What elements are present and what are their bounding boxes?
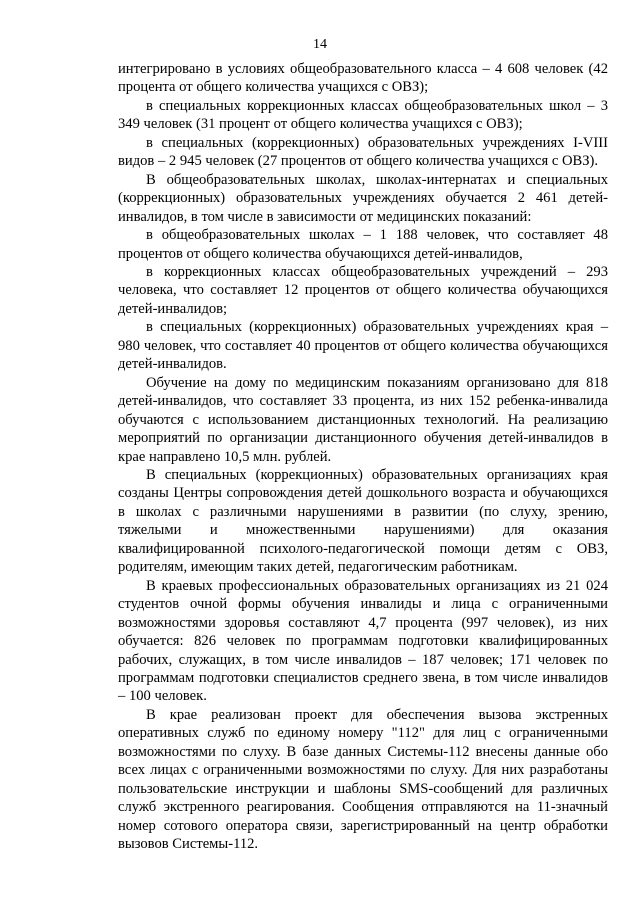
page-number: 14 [313,37,327,52]
paragraph: в специальных (коррекционных) образовательных учреждениях I-VIII видов – 2 945 человек (27 процентов от общего количества учащихся с ОВЗ). [118,134,608,170]
paragraph: в специальных (коррекционных) образовательных учреждениях края – 980 человек, что составляет 40 процентов от общего количества обучающихся детей-инвалидов. [118,319,608,373]
paragraph: В крае реализован проект для обеспечения вызова экстренных оперативных служб по единому номеру "112" для лиц с ограниченными возможностями по слуху. В базе данных Системы-112 внесены данные обо всех лицах с ограниченными возможностями по слуху. Для них разработаны пользовательские инструкции и шаблоны SMS-сообщений для различных служб экстренного реагирования. Сообщения отправляются на 11-значный номер сотового оператора связи, зарегистрированный на центр обработки вызовов Системы-112. [118,706,608,853]
paragraph: в общеобразовательных школах – 1 188 человек, что составляет 48 процентов от общего количества обучающихся детей-инвалидов, [118,227,608,262]
paragraph: В краевых профессиональных образовательных организациях из 21 024 студентов очной формы обучения инвалиды и лица с ограниченными возможностями здоровья составляют 4,7 процента (997 человек), из них обучается: 826 человек по программам подготовки квалифицированных рабочих, служащих, в том числе инвалидов – 187 человек; 171 человек по программам подготовки специалистов среднего звена, в том числе инвалидов – 100 человек. [118,577,608,705]
paragraph: интегрировано в условиях общеобразовательного класса – 4 608 человек (42 процента от общего количества учащихся с ОВЗ); [118,61,608,96]
document-body [118,60,608,853]
paragraph: в коррекционных классах общеобразовательных учреждений – 293 человека, что составляет 12 процентов от общего количества обучающихся детей-инвалидов; [118,263,608,317]
paragraph: В специальных (коррекционных) образовательных организациях края созданы Центры сопровождения детей дошкольного возраста и обучающихся в школах с различными нарушениями в развитии (по слуху, зрению, тяжелыми и множественными нарушениями) для оказания квалифицированной психолого-педагогической помощи детям с ОВЗ, родителям, имеющим таких детей, педагогическим работникам. [118,466,608,576]
paragraph: в специальных коррекционных классах общеобразовательных школ – 3 349 человек (31 процент от общего количества учащихся с ОВЗ); [118,97,608,133]
paragraph: Обучение на дому по медицинским показаниям организовано для 818 детей-инвалидов, что составляет 33 процента, из них 152 ребенка-инвалида обучаются с использованием дистанционных технологий. На реализацию мероприятий по организации дистанционного обучения детей-инвалидов в крае направлено 10,5 млн. рублей. [118,374,608,465]
paragraph: В общеобразовательных школах, школах-интернатах и специальных (коррекционных) образовательных учреждениях обучается 2 461 детей-инвалидов, в том числе в зависимости от медицинских показаний: [118,171,608,225]
